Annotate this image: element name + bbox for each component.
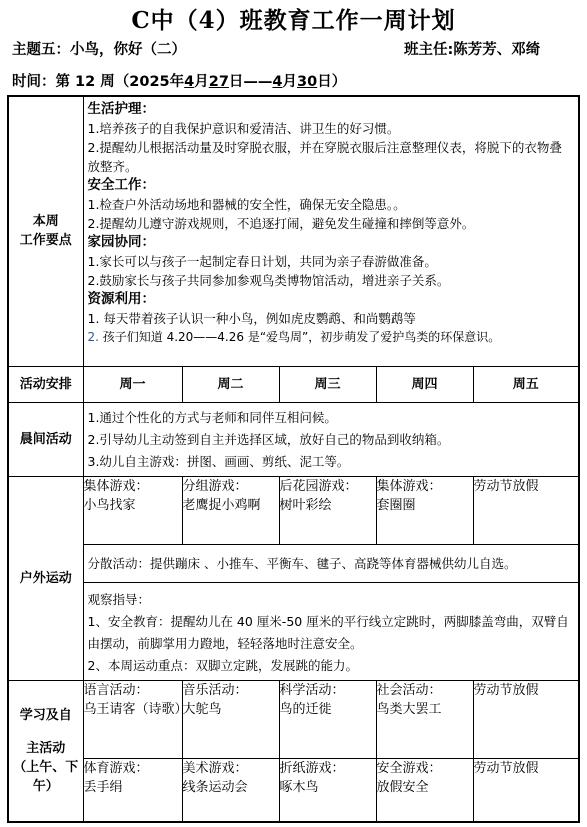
scattered-text: 分散活动：提供蹦床 、小推车、平衡车、毽子、高跷等体育器械供幼儿自选。: [87, 555, 517, 571]
game-type: 劳动节放假: [473, 478, 539, 494]
game-type: 集体游戏：: [83, 478, 149, 494]
outdoor-observe-row: [8, 582, 579, 680]
activity-name: 放假安全: [376, 779, 429, 795]
morning-content: [83, 402, 579, 476]
study-mon-1: [83, 680, 188, 758]
focus-label: [8, 96, 83, 366]
observe-line: 2、本周运动重点：双脚立定跳，发展跳的能力。: [87, 657, 358, 673]
activity-type: 社会活动：: [376, 682, 442, 698]
activity-type: 劳动节放假: [473, 760, 539, 776]
game-name: 套圈圈: [376, 497, 416, 513]
observe-title: 观察指导：: [87, 591, 151, 607]
outdoor-game-tue: [182, 476, 279, 544]
label-line: 主活动: [26, 740, 66, 756]
focus-row: [8, 96, 579, 366]
week-time: [12, 70, 346, 91]
day-wednesday: 周三: [279, 366, 376, 402]
activity-name: 鸟的迁徙: [279, 701, 332, 717]
outdoor-game-thu: [376, 476, 473, 544]
focus-line: 1. 每天带着孩子认识一种小鸟，例如虎皮鹦鹉、和尚鹦鹉等: [87, 311, 416, 326]
activity-type: 体育游戏：: [83, 760, 149, 776]
theme-text: 主题五：小鸟，你好（二）: [12, 42, 186, 58]
time-prefix: 时间：第 12 周（2025年: [12, 74, 185, 90]
teacher-text: 班主任:陈芳芳、邓绮: [404, 42, 541, 58]
section-heading: 资源利用：: [87, 291, 155, 307]
label-line: 学习及自: [19, 707, 72, 723]
start-day: 27: [208, 74, 229, 90]
day-thursday: 周四: [376, 366, 473, 402]
focus-line: 2.提醒幼儿遵守游戏规则，不追逐打闹，避免发生碰撞和摔倒等意外。: [87, 216, 475, 231]
label-line: 午）: [32, 778, 59, 794]
focus-content: [83, 96, 579, 366]
focus-line: 1.培养孩子的自我保护意识和爱清洁、讲卫生的好习惯。: [87, 121, 400, 136]
header-info: [12, 38, 577, 59]
scattered-content: [83, 544, 579, 582]
study-wed-1: [279, 680, 376, 758]
weekly-plan-table: [7, 95, 580, 823]
morning-line: 2.引导幼儿主动签到自主并选择区域，放好自己的物品到收纳箱。: [87, 431, 450, 447]
study-thu-1: [376, 680, 473, 758]
activity-type: 美术游戏：: [182, 760, 248, 776]
study-fri-1: [473, 680, 579, 758]
study-thu-2: [376, 758, 473, 822]
activity-type: 折纸游戏：: [279, 760, 345, 776]
schedule-row: [8, 366, 579, 402]
section-heading: 生活护理：: [87, 101, 155, 117]
end-day: 30: [297, 74, 318, 90]
time-text: 日）: [317, 74, 347, 90]
time-text: 月: [282, 74, 298, 90]
morning-line: 1.通过个性化的方式与老师和同伴互相问候。: [87, 409, 337, 425]
activity-name: 大鸵鸟: [182, 701, 222, 717]
outdoor-game-fri: [473, 476, 579, 544]
label-line: 工作要点: [19, 233, 72, 249]
outdoor-game-wed: [279, 476, 376, 544]
study-fri-2: [473, 758, 579, 822]
observe-line: 1、安全教育：提醒幼儿在 40 厘米-50 厘米的平行线立定跳时，两脚膝盖弯曲，双臂自由摆动，前脚掌用力蹬地，轻轻落地时注意安全。: [87, 613, 569, 651]
activity-type: 音乐活动：: [182, 682, 248, 698]
activity-name: 啄木鸟: [279, 779, 319, 795]
game-type: 集体游戏：: [376, 478, 442, 494]
game-name: 老鹰捉小鸡啊: [182, 497, 261, 513]
morning-line: 3.幼儿自主游戏：拼图、画画、剪纸、泥工等。: [87, 453, 350, 469]
activity-name: 鸟类大罢工: [376, 701, 442, 717]
outdoor-label: 户外运动: [8, 476, 83, 680]
end-month: 4: [272, 74, 283, 90]
study-wed-2: [279, 758, 376, 822]
activity-name: 丢手绢: [83, 779, 123, 795]
observe-content: [83, 582, 579, 680]
study-row-1: [8, 680, 579, 758]
activity-name: 线条运动会: [182, 779, 248, 795]
start-month: 4: [184, 74, 195, 90]
study-tue-2: [182, 758, 279, 822]
outdoor-game-mon: [83, 476, 182, 544]
day-tuesday: 周二: [182, 366, 279, 402]
activity-type: 语言活动：: [83, 682, 149, 698]
game-type: 分组游戏：: [182, 478, 248, 494]
day-friday: 周五: [473, 366, 579, 402]
morning-row: [8, 402, 579, 476]
game-name: 小鸟找家: [83, 497, 136, 513]
focus-line: 2.鼓励家长与孩子共同参加参观鸟类博物馆活动，增进亲子关系。: [87, 273, 450, 288]
focus-line: 1.家长可以与孩子一起制定春日计划，共同为亲子春游做准备。: [87, 254, 437, 269]
schedule-label: 活动安排: [8, 366, 83, 402]
morning-label: 晨间活动: [8, 402, 83, 476]
activity-name: 乌王请客（诗歌）: [83, 701, 188, 717]
activity-type: 劳动节放假: [473, 682, 539, 698]
focus-line: 2.提醒幼儿根据活动量及时穿脱衣服，并在穿脱衣服后注意整理仪表，将脱下的衣物叠放整齐。: [87, 140, 562, 174]
time-text: 月: [194, 74, 209, 90]
study-mon-2: [83, 758, 182, 822]
day-monday: 周一: [83, 366, 182, 402]
activity-type: 安全游戏：: [376, 760, 442, 776]
focus-line: 1.检查户外活动场地和器械的安全性，确保无安全隐患。。: [87, 197, 406, 212]
time-text: 日——: [228, 74, 273, 90]
focus-line: 2. 孩子们知道 4.20——4.26 是“爱鸟周”，初步萌发了爱护鸟类的环保意识。: [87, 330, 501, 344]
study-tue-1: [182, 680, 279, 758]
section-heading: 家园协同：: [87, 234, 155, 250]
outdoor-games-row: [8, 476, 579, 544]
section-heading: 安全工作：: [87, 177, 155, 193]
label-line: 本周: [32, 214, 59, 230]
outdoor-scattered-row: [8, 544, 579, 582]
label-line: （上午、下: [13, 759, 79, 775]
game-type: 后花园游戏：: [279, 478, 358, 494]
activity-type: 科学活动：: [279, 682, 345, 698]
study-row-2: [8, 758, 579, 822]
page-title: C中（4）班教育工作一周计划: [131, 7, 456, 34]
study-label: [8, 680, 83, 822]
game-name: 树叶彩绘: [279, 497, 332, 513]
